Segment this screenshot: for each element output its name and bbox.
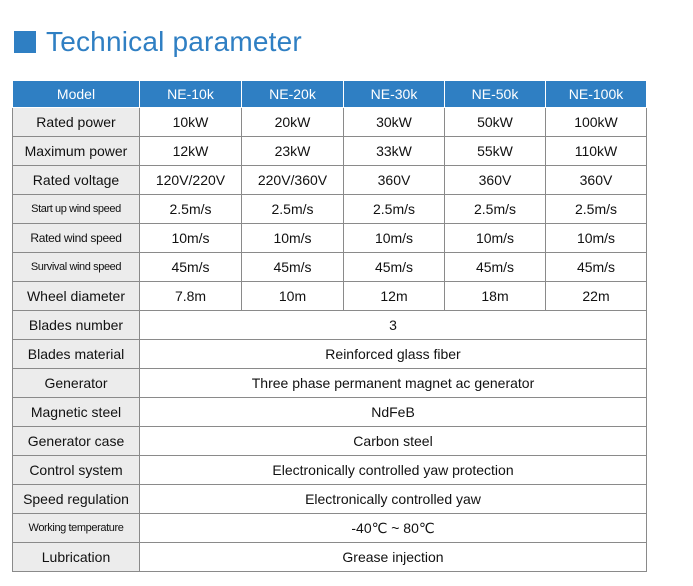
table-row bbox=[13, 137, 647, 166]
table-row bbox=[13, 340, 647, 369]
table-cell-merged: Electronically controlled yaw bbox=[140, 485, 647, 514]
table-cell: 50kW bbox=[445, 108, 546, 137]
header-cell-ne-100k: NE-100k bbox=[546, 81, 647, 108]
table-cell: 23kW bbox=[242, 137, 344, 166]
table-cell-merged: Carbon steel bbox=[140, 427, 647, 456]
row-label: Rated power bbox=[13, 108, 140, 137]
heading-square-icon bbox=[14, 31, 36, 53]
table-cell: 2.5m/s bbox=[140, 195, 242, 224]
table-row bbox=[13, 282, 647, 311]
row-label: Generator case bbox=[13, 427, 140, 456]
header-cell-ne-10k: NE-10k bbox=[140, 81, 242, 108]
table-cell: 33kW bbox=[344, 137, 445, 166]
table-row bbox=[13, 456, 647, 485]
table-cell: 10m/s bbox=[140, 224, 242, 253]
row-label: Rated wind speed bbox=[13, 224, 140, 253]
row-label: Working temperature bbox=[13, 514, 140, 543]
table-cell: 2.5m/s bbox=[344, 195, 445, 224]
table-cell: 45m/s bbox=[546, 253, 647, 282]
table-cell: 45m/s bbox=[140, 253, 242, 282]
header-cell-model: Model bbox=[13, 81, 140, 108]
table-cell-merged: Three phase permanent magnet ac generator bbox=[140, 369, 647, 398]
table-cell: 45m/s bbox=[445, 253, 546, 282]
table-cell: 18m bbox=[445, 282, 546, 311]
table-cell: 12m bbox=[344, 282, 445, 311]
row-label: Blades material bbox=[13, 340, 140, 369]
row-label: Blades number bbox=[13, 311, 140, 340]
row-label: Lubrication bbox=[13, 543, 140, 572]
row-label: Wheel diameter bbox=[13, 282, 140, 311]
row-label: Survival wind speed bbox=[13, 253, 140, 282]
table-cell: 45m/s bbox=[344, 253, 445, 282]
table-cell-merged: -40℃ ~ 80℃ bbox=[140, 514, 647, 543]
heading-title: Technical parameter bbox=[46, 26, 302, 57]
table-row bbox=[13, 543, 647, 572]
table-row bbox=[13, 253, 647, 282]
row-label: Speed regulation bbox=[13, 485, 140, 514]
table-cell-merged: 3 bbox=[140, 311, 647, 340]
table-cell: 2.5m/s bbox=[546, 195, 647, 224]
row-label: Rated voltage bbox=[13, 166, 140, 195]
table-cell: 10m/s bbox=[546, 224, 647, 253]
table-cell: 220V/360V bbox=[242, 166, 344, 195]
table-cell: 30kW bbox=[344, 108, 445, 137]
table-cell: 10m bbox=[242, 282, 344, 311]
table-cell-merged: NdFeB bbox=[140, 398, 647, 427]
table-row bbox=[13, 427, 647, 456]
table-cell: 22m bbox=[546, 282, 647, 311]
table-cell: 55kW bbox=[445, 137, 546, 166]
table-cell: 10kW bbox=[140, 108, 242, 137]
section-heading bbox=[14, 22, 302, 62]
header-cell-ne-20k: NE-20k bbox=[242, 81, 344, 108]
table-cell: 20kW bbox=[242, 108, 344, 137]
table-row bbox=[13, 108, 647, 137]
table-cell: 7.8m bbox=[140, 282, 242, 311]
table-cell: 360V bbox=[546, 166, 647, 195]
technical-parameter-table bbox=[12, 80, 647, 572]
table-cell: 12kW bbox=[140, 137, 242, 166]
row-label: Magnetic steel bbox=[13, 398, 140, 427]
table-row bbox=[13, 166, 647, 195]
table-cell: 360V bbox=[344, 166, 445, 195]
table-header-row bbox=[13, 81, 647, 108]
table-cell-merged: Reinforced glass fiber bbox=[140, 340, 647, 369]
table-row bbox=[13, 398, 647, 427]
table-cell: 110kW bbox=[546, 137, 647, 166]
row-label: Generator bbox=[13, 369, 140, 398]
table-row bbox=[13, 514, 647, 543]
table-row bbox=[13, 224, 647, 253]
table-cell: 120V/220V bbox=[140, 166, 242, 195]
row-label: Start up wind speed bbox=[13, 195, 140, 224]
table-cell: 10m/s bbox=[242, 224, 344, 253]
table-cell: 2.5m/s bbox=[445, 195, 546, 224]
header-cell-ne-50k: NE-50k bbox=[445, 81, 546, 108]
table-cell: 10m/s bbox=[344, 224, 445, 253]
table-cell: 45m/s bbox=[242, 253, 344, 282]
table-cell: 100kW bbox=[546, 108, 647, 137]
table-row bbox=[13, 311, 647, 340]
table-cell: 10m/s bbox=[445, 224, 546, 253]
table-cell: 360V bbox=[445, 166, 546, 195]
header-cell-ne-30k: NE-30k bbox=[344, 81, 445, 108]
row-label: Control system bbox=[13, 456, 140, 485]
row-label: Maximum power bbox=[13, 137, 140, 166]
table-row bbox=[13, 369, 647, 398]
table-row bbox=[13, 195, 647, 224]
table-cell: 2.5m/s bbox=[242, 195, 344, 224]
table-cell-merged: Grease injection bbox=[140, 543, 647, 572]
table-cell-merged: Electronically controlled yaw protection bbox=[140, 456, 647, 485]
table-row bbox=[13, 485, 647, 514]
